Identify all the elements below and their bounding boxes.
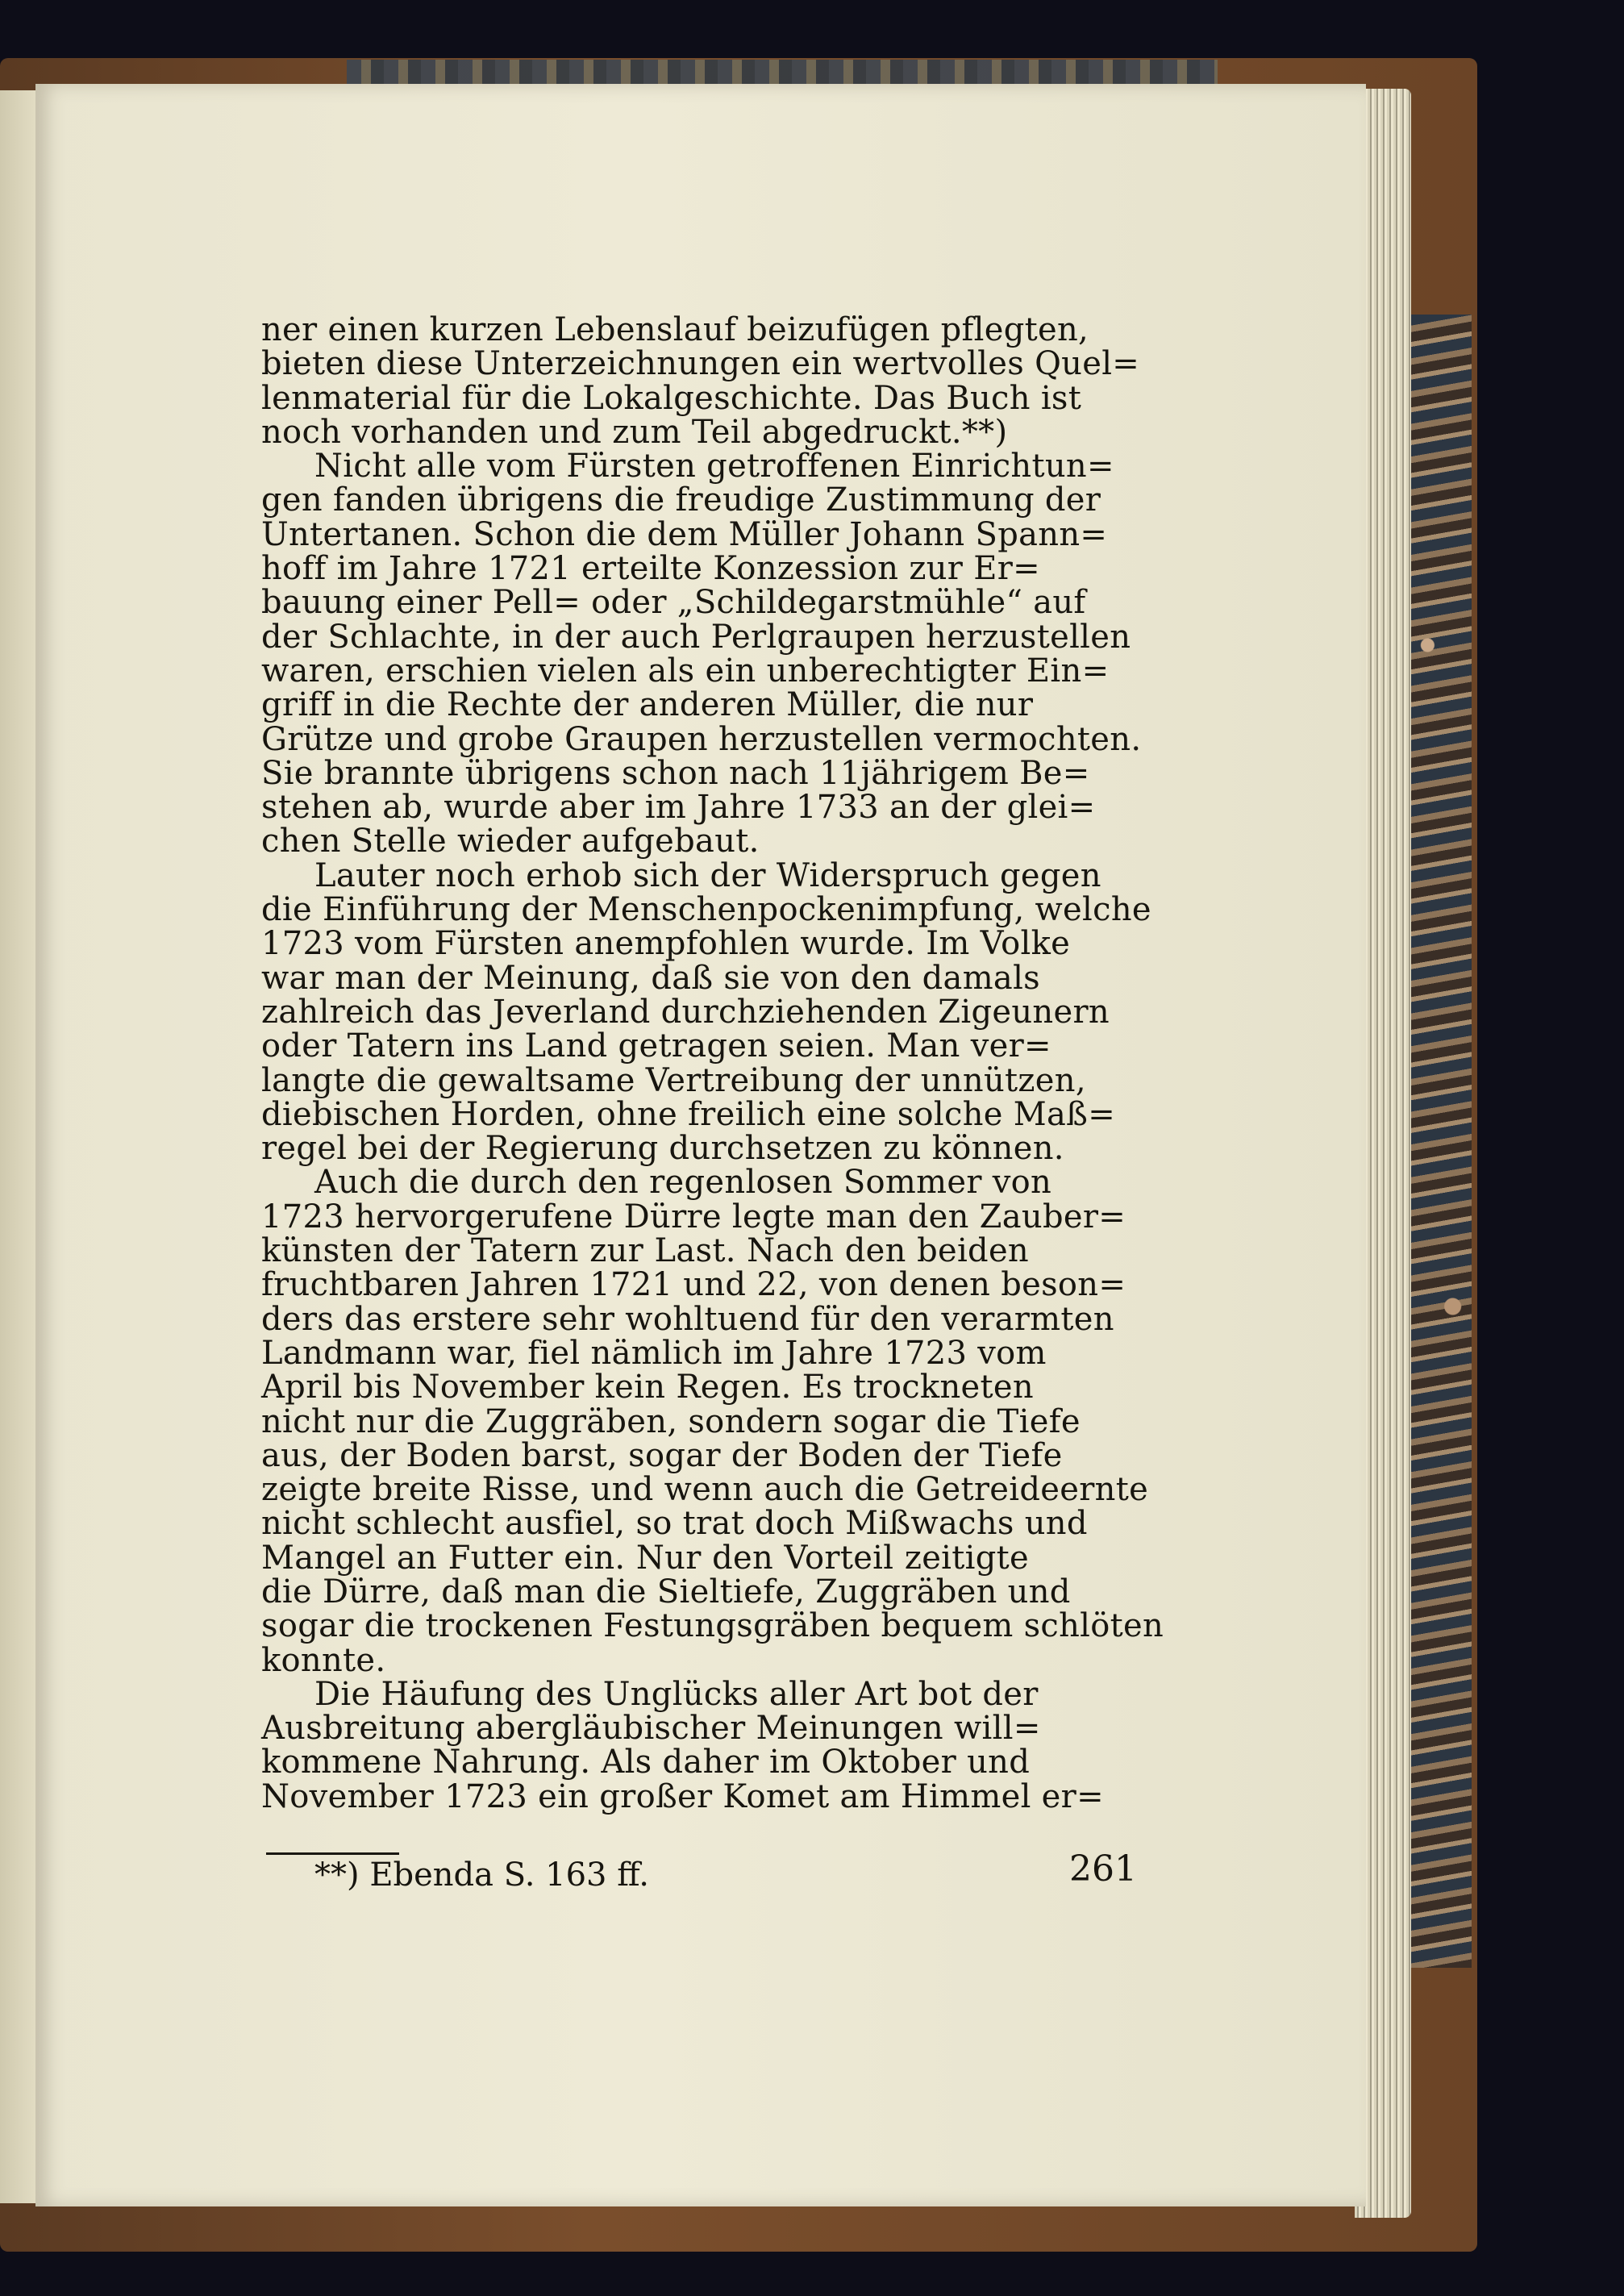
text-line: sogar die trockenen Festungsgräben bequem schlöten [261, 1607, 1164, 1645]
text-line: zahlreich das Jeverland durchziehenden Zigeunern [261, 993, 1110, 1031]
text-line: nicht schlecht ausfiel, so trat doch Mißwachs und [261, 1505, 1088, 1543]
text-line: bauung einer Pell= oder „Schildegarstmühle“ auf [261, 584, 1086, 622]
text-line: die Dürre, daß man die Sieltiefe, Zuggräben und [261, 1573, 1071, 1611]
text-line: bieten diese Unterzeichnungen ein wertvolles Quel= [261, 345, 1140, 383]
text-line: oder Tatern ins Land getragen seien. Man ver= [261, 1027, 1051, 1065]
text-line: der Schlachte, in der auch Perlgraupen herzustellen [261, 618, 1131, 656]
text-line: 1723 hervorgerufene Dürre legte man den Zauber= [261, 1198, 1126, 1236]
facing-page-edge [0, 90, 37, 2203]
text-line: noch vorhanden und zum Teil abgedruckt.**) [261, 413, 1008, 451]
text-line: Untertanen. Schon die dem Müller Johann Spann= [261, 515, 1108, 553]
text-line: aus, der Boden barst, sogar der Boden der Tiefe [261, 1436, 1063, 1474]
body-text [261, 311, 1164, 1815]
text-line: fruchtbaren Jahren 1721 und 22, von denen beson= [261, 1266, 1126, 1304]
text-line: November 1723 ein großer Komet am Himmel er= [261, 1777, 1104, 1815]
text-line: April bis November kein Regen. Es trockneten [261, 1369, 1034, 1406]
text-line: konnte. [261, 1641, 386, 1679]
page-number: 261 [1069, 1848, 1137, 1890]
footnote-rule [266, 1852, 399, 1855]
text-line: die Einführung der Menschenpockenimpfung, welche [261, 891, 1151, 929]
text-line: hoff im Jahre 1721 erteilte Konzession zur Er= [261, 550, 1040, 588]
text-line: waren, erschien vielen als ein unberechtigter Ein= [261, 652, 1110, 690]
text-line: Die Häufung des Unglücks aller Art bot der [314, 1675, 1039, 1713]
text-line: Ausbreitung abergläubischer Meinungen will= [261, 1710, 1041, 1748]
text-line: Grütze und grobe Graupen herzustellen vermochten. [261, 720, 1142, 758]
text-line: war man der Meinung, daß sie von den damals [261, 959, 1040, 997]
text-line: Landmann war, fiel nämlich im Jahre 1723 vom [261, 1334, 1047, 1372]
text-line: langte die gewaltsame Vertreibung der unnützen, [261, 1061, 1086, 1099]
text-line: Lauter noch erhob sich der Widerspruch gegen [314, 856, 1101, 894]
text-line: chen Stelle wieder aufgebaut. [261, 823, 760, 860]
footnote: **) Ebenda S. 163 ff. [314, 1856, 649, 1894]
text-line: Sie brannte übrigens schon nach 11jährigem Be= [261, 754, 1090, 792]
text-line: künsten der Tatern zur Last. Nach den beiden [261, 1232, 1029, 1270]
text-line: Mangel an Futter ein. Nur den Vorteil zeitigte [261, 1539, 1029, 1577]
text-line: diebischen Horden, ohne freilich eine solche Maß= [261, 1095, 1116, 1133]
text-line: nicht nur die Zuggräben, sondern sogar die Tiefe [261, 1402, 1081, 1440]
marbled-board-edge [1406, 315, 1472, 1968]
text-line: stehen ab, wurde aber im Jahre 1733 an der glei= [261, 789, 1096, 827]
text-line: zeigte breite Risse, und wenn auch die Getreideernte [261, 1471, 1149, 1509]
text-line: griff in die Rechte der anderen Müller, die nur [261, 686, 1034, 724]
text-line: ner einen kurzen Lebenslauf beizufügen pflegten, [261, 311, 1089, 348]
text-line: gen fanden übrigens die freudige Zustimmung der [261, 481, 1101, 519]
text-line: 1723 vom Fürsten anempfohlen wurde. Im Volke [261, 925, 1071, 963]
text-line: regel bei der Regierung durchsetzen zu können. [261, 1130, 1064, 1168]
text-line: Nicht alle vom Fürsten getroffenen Einrichtun= [314, 448, 1114, 485]
text-line: Auch die durch den regenlosen Sommer von [314, 1164, 1052, 1202]
text-line: lenmaterial für die Lokalgeschichte. Das Buch ist [261, 379, 1082, 417]
text-line: kommene Nahrung. Als daher im Oktober und [261, 1744, 1031, 1781]
text-line: ders das erstere sehr wohltuend für den verarmten [261, 1300, 1114, 1338]
